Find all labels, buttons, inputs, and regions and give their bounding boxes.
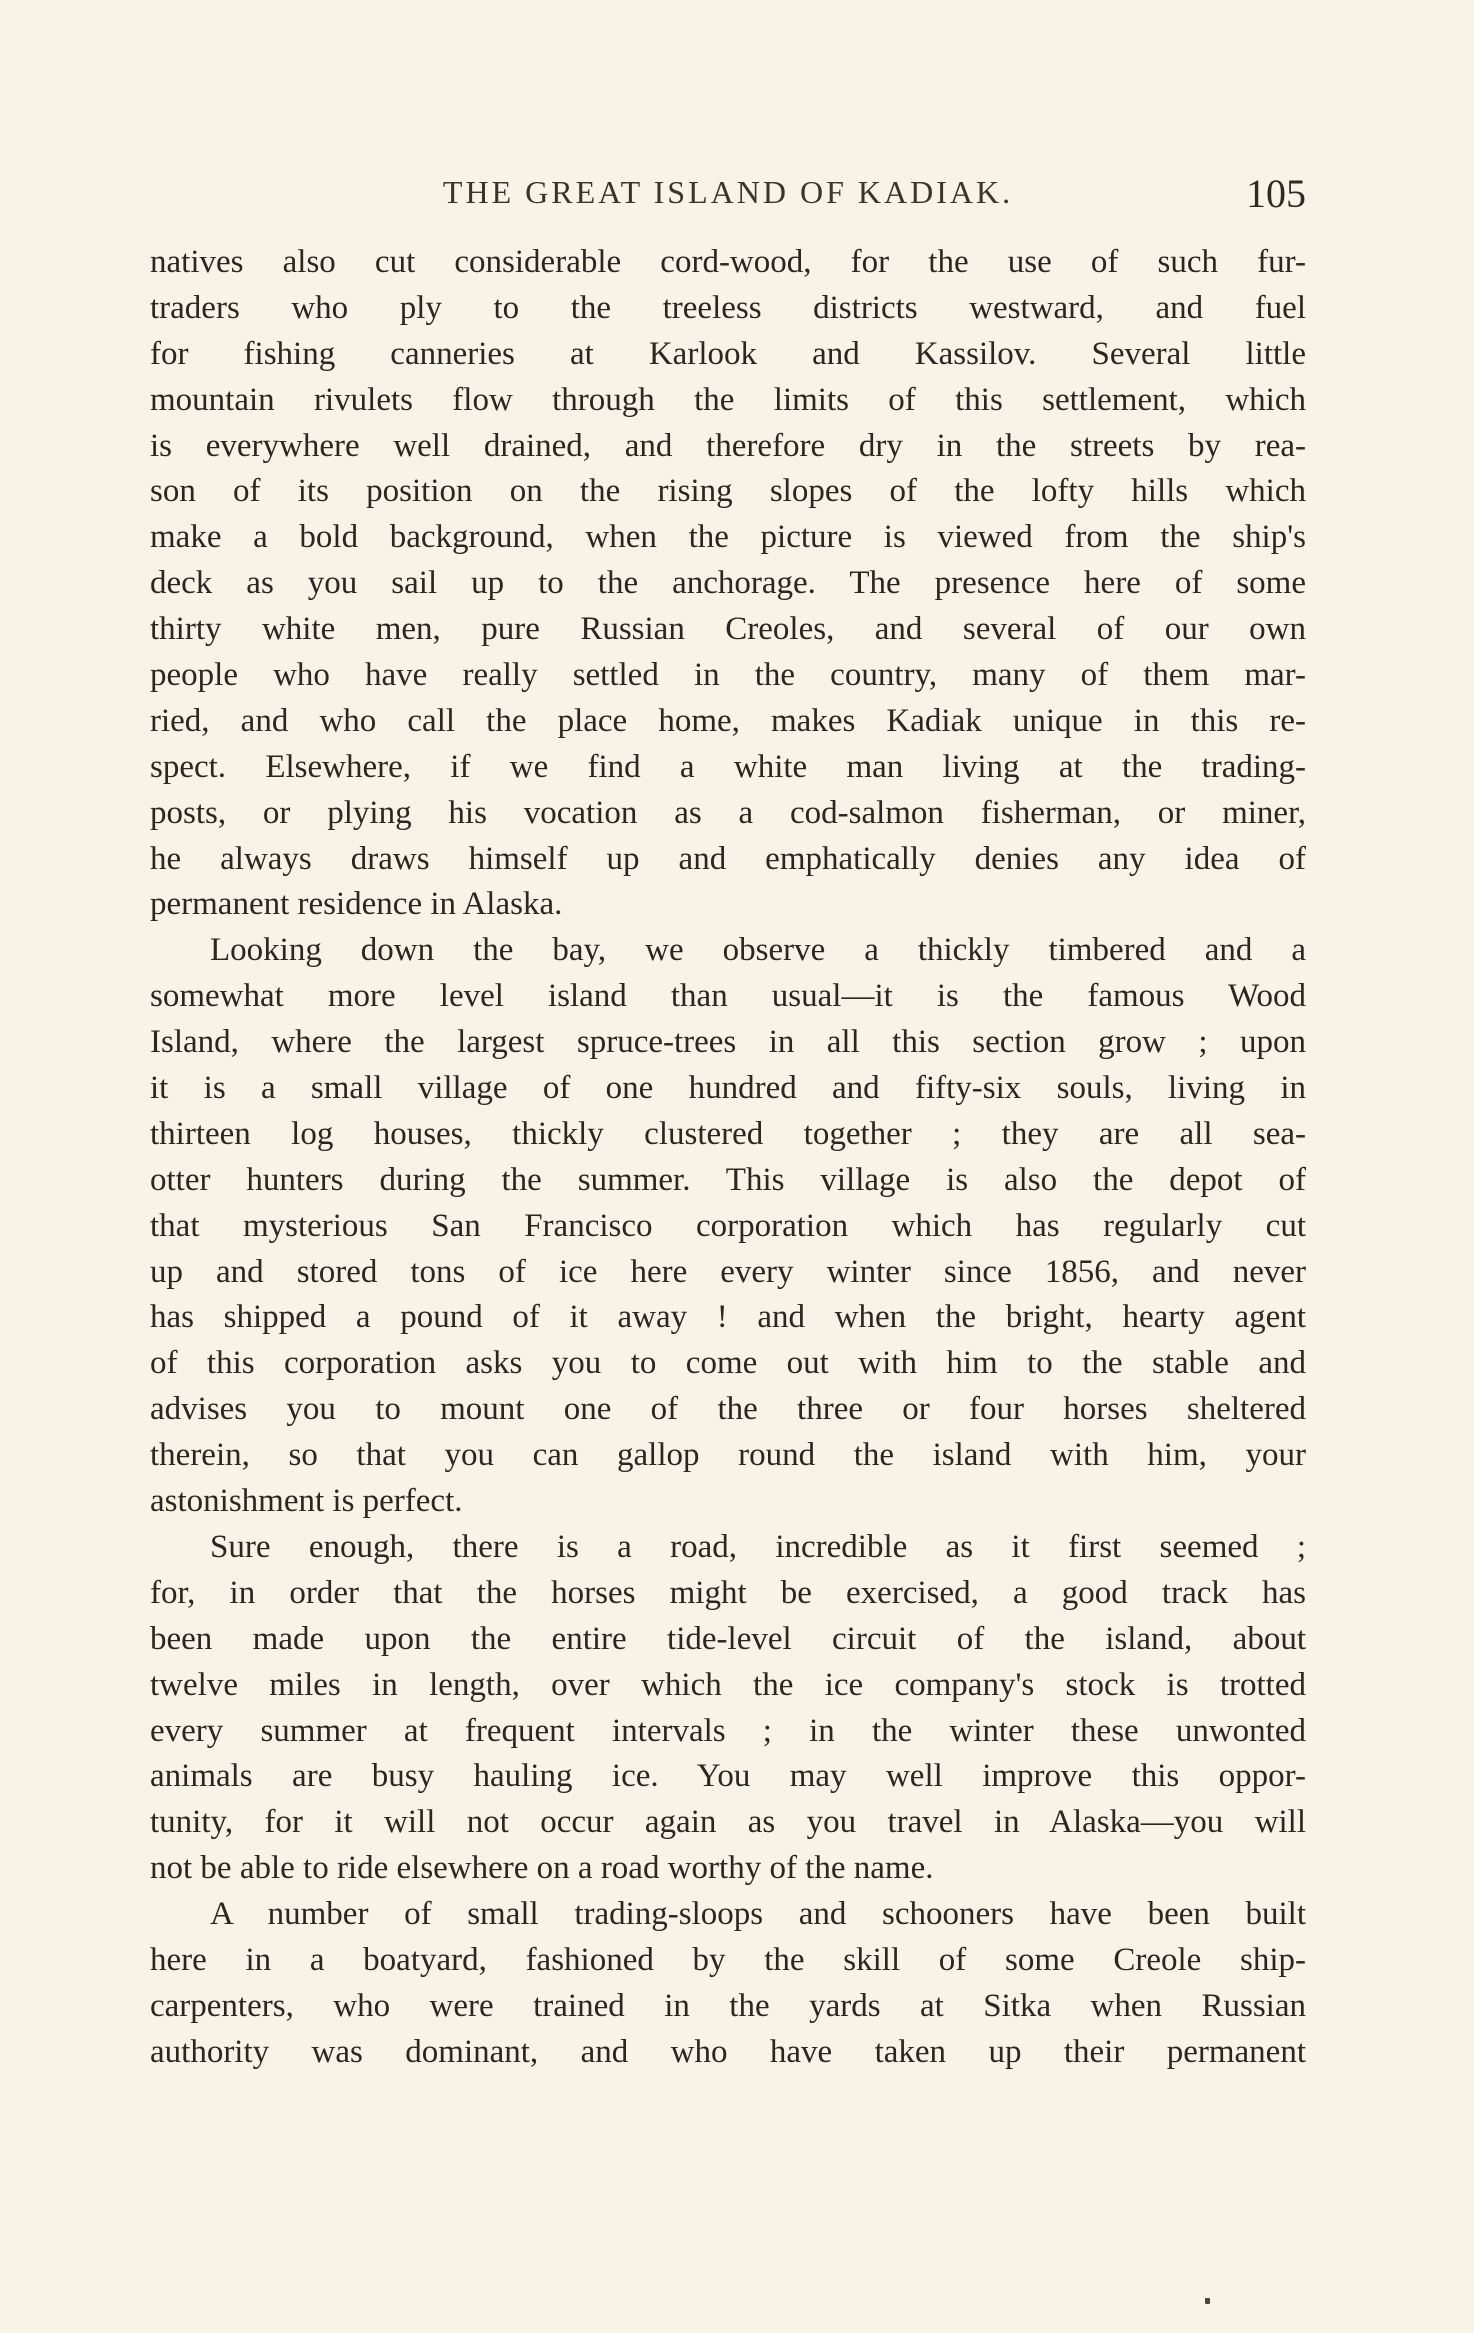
text-line: of this corporation asks you to come out with him to the stable and <box>150 1345 1306 1382</box>
print-speck <box>1205 2298 1210 2304</box>
text-line: astonishment is perfect. <box>150 1483 463 1520</box>
text-line: thirteen log houses, thickly clustered together ; they are all sea- <box>150 1115 1306 1152</box>
text-line: A number of small trading-sloops and schooners have been built <box>210 1896 1306 1933</box>
text-line: he always draws himself up and emphatically denies any idea of <box>150 840 1306 877</box>
text-line: somewhat more level island than usual—it is the famous Wood <box>150 978 1306 1015</box>
text-line: permanent residence in Alaska. <box>150 886 563 923</box>
text-line: has shipped a pound of it away ! and when the bright, hearty agent <box>150 1299 1306 1336</box>
text-line: otter hunters during the summer. This village is also the depot of <box>150 1161 1306 1198</box>
text-line: make a bold background, when the picture is viewed from the ship's <box>150 519 1306 556</box>
text-line: for, in order that the horses might be exercised, a good track has <box>150 1574 1306 1611</box>
text-line: spect. Elsewhere, if we find a white man living at the trading- <box>150 748 1306 785</box>
text-line: it is a small village of one hundred and fifty-six souls, living in <box>150 1070 1306 1107</box>
text-line: here in a boatyard, fashioned by the skill of some Creole ship- <box>150 1941 1306 1978</box>
text-line: natives also cut considerable cord-wood, for the use of such fur- <box>150 244 1306 280</box>
text-line: Island, where the largest spruce-trees in all this section grow ; upon <box>150 1024 1306 1061</box>
text-line: authority was dominant, and who have taken up their permanent <box>150 2033 1306 2070</box>
running-title: THE GREAT ISLAND OF KADIAK. <box>442 174 1014 210</box>
text-line: therein, so that you can gallop round the island with him, your <box>150 1437 1306 1474</box>
text-line: ried, and who call the place home, makes Kadiak unique in this re- <box>150 702 1306 739</box>
text-line: posts, or plying his vocation as a cod-salmon fisherman, or miner, <box>150 794 1306 831</box>
body-text <box>150 240 1306 2076</box>
text-line: that mysterious San Francisco corporation which has regularly cut <box>150 1207 1306 1244</box>
text-line: thirty white men, pure Russian Creoles, and several of our own <box>150 611 1306 648</box>
text-line: mountain rivulets flow through the limits of this settlement, which <box>150 381 1306 418</box>
text-line: every summer at frequent intervals ; in the winter these unwonted <box>150 1712 1306 1749</box>
running-head <box>150 170 1306 220</box>
text-line: Looking down the bay, we observe a thickly timbered and a <box>210 932 1306 969</box>
text-line: advises you to mount one of the three or four horses sheltered <box>150 1391 1306 1428</box>
text-line: up and stored tons of ice here every winter since 1856, and never <box>150 1253 1306 1290</box>
text-line: not be able to ride elsewhere on a road worthy of the name. <box>150 1850 934 1887</box>
text-line: twelve miles in length, over which the ice company's stock is trotted <box>150 1666 1306 1703</box>
text-line: deck as you sail up to the anchorage. The presence here of some <box>150 565 1306 602</box>
text-line: carpenters, who were trained in the yards at Sitka when Russian <box>150 1987 1306 2024</box>
text-line: people who have really settled in the country, many of them mar- <box>150 657 1306 694</box>
page-number: 105 <box>1246 171 1306 216</box>
text-line: is everywhere well drained, and therefore dry in the streets by rea- <box>150 427 1306 464</box>
text-line: traders who ply to the treeless districts westward, and fuel <box>150 289 1306 326</box>
text-line: son of its position on the rising slopes of the lofty hills which <box>150 473 1306 510</box>
text-line: been made upon the entire tide-level circuit of the island, about <box>150 1620 1306 1657</box>
text-line: Sure enough, there is a road, incredible as it first seemed ; <box>210 1528 1306 1565</box>
text-line: for fishing canneries at Karlook and Kassilov. Several little <box>150 335 1306 372</box>
text-line: animals are busy hauling ice. You may well improve this oppor- <box>150 1758 1306 1795</box>
text-line: tunity, for it will not occur again as you travel in Alaska—you will <box>150 1804 1306 1841</box>
